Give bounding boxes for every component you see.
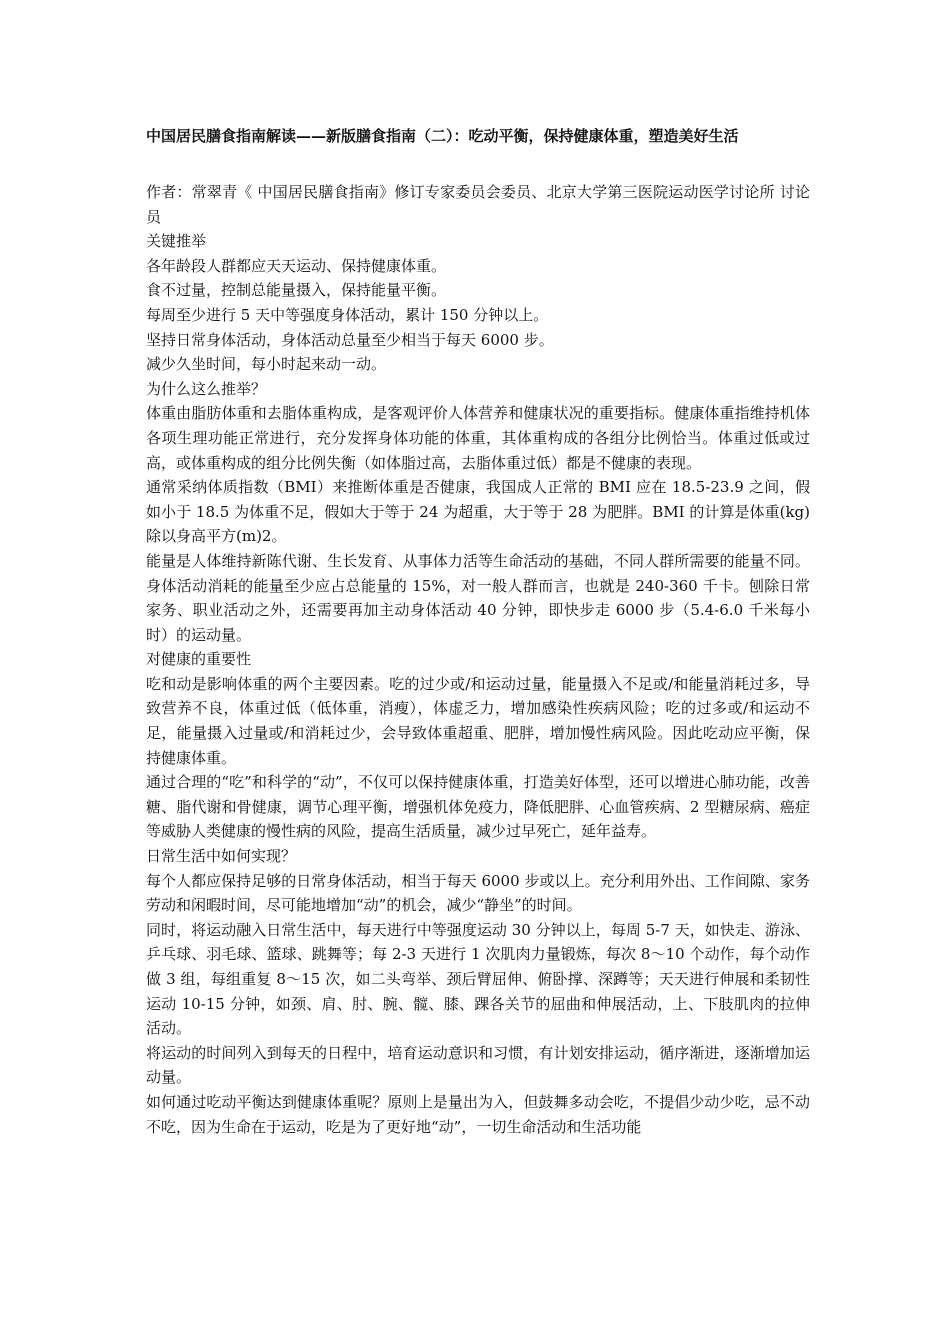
body-paragraph: 通常采纳体质指数（BMI）来推断体重是否健康，我国成人正常的 BMI 应在 18.5-23.9 之间，假如小于 18.5 为体重不足，假如大于等于 24 为超重，大于等于 28 为肥胖。BMI 的计算是体重(kg)除以身高平方(m)2。 <box>146 478 810 546</box>
title-spacer <box>146 148 810 180</box>
section-heading-key: 关键推举 <box>146 232 207 251</box>
body-paragraph: 通过合理的“吃”和科学的“动”，不仅可以保持健康体重，打造美好体型，还可以增进心肺功能，改善糖、脂代谢和骨健康，调节心理平衡，增强机体免疫力，降低肥胖、心血管疾病、2 型糖尿病、癌症等威胁人类健康的慢性病的风险，提高生活质量，减少过早死亡，延年益寿。 <box>146 773 810 841</box>
section-heading-health: 对健康的重要性 <box>146 650 252 669</box>
body-paragraph: 能量是人体维持新陈代谢、生长发育、从事体力活等生命活动的基础，不同人群所需要的能量不同。身体活动消耗的能量至少应占总能量的 15%，对一般人群而言，也就是 240-360 千卡。刨除日常家务、职业活动之外，还需要再加主动身体活动 40 分钟，即快步走 6000 步（5.4-6.0 千米每小时）的运动量。 <box>146 551 810 644</box>
body-paragraph: 如何通过吃动平衡达到健康体重呢？原则上是量出为入，但鼓舞多动会吃，不提倡少动少吃，忌不动不吃，因为生命在于运动，吃是为了更好地“动”，一切生命活动和生活功能 <box>146 1092 810 1136</box>
body-paragraph: 体重由脂肪体重和去脂体重构成，是客观评价人体营养和健康状况的重要指标。健康体重指维持机体各项生理功能正常进行，充分发挥身体功能的体重，其体重构成的各组分比例恰当。体重过低或过高，或体重构成的组分比例失衡（如体脂过高，去脂体重过低）都是不健康的表现。 <box>146 404 810 472</box>
key-point: 坚持日常身体活动，身体活动总量至少相当于每天 6000 步。 <box>146 330 554 349</box>
key-point: 每周至少进行 5 天中等强度身体活动，累计 150 分钟以上。 <box>146 305 549 324</box>
article-title: 中国居民膳食指南解读——新版膳食指南（二）：吃动平衡，保持健康体重，塑造美好生活 <box>146 127 739 145</box>
body-paragraph: 同时，将运动融入日常生活中，每天进行中等强度运动 30 分钟以上，每周 5-7 天，如快走、游泳、乒乓球、羽毛球、篮球、跳舞等；每 2-3 天进行 1 次肌肉力量锻炼，每次 8～10 个动作，每个动作做 3 组，每组重复 8～15 次，如二头弯举、颈后臂屈伸、俯卧撑、深蹲等；天天进行伸展和柔韧性运动 10-15 分钟，如颈、肩、肘、腕、髋、膝、踝各关节的屈曲和伸展活动，上、下肢肌肉的拉伸活动。 <box>146 920 810 1038</box>
document-page <box>146 124 810 1139</box>
key-point: 各年龄段人群都应天天运动、保持健康体重。 <box>146 256 447 275</box>
section-heading-why: 为什么这么推举？ <box>146 379 267 398</box>
section-heading-how: 日常生活中如何实现？ <box>146 847 297 866</box>
key-point: 减少久坐时间，每小时起来动一动。 <box>146 355 387 374</box>
body-paragraph: 每个人都应保持足够的日常身体活动，相当于每天 6000 步或以上。充分利用外出、工作间隙、家务劳动和闲暇时间，尽可能地增加“动”的机会，减少“静坐”的时间。 <box>146 871 810 915</box>
author-line: 作者：常翠青《 中国居民膳食指南》修订专家委员会委员、北京大学第三医院运动医学讨论所 讨论员 <box>146 183 810 226</box>
body-paragraph: 吃和动是影响体重的两个主要因素。吃的过少或/和运动过量，能量摄入不足或/和能量消耗过多，导致营养不良，体重过低（低体重，消瘦），体虚乏力，增加感染性疾病风险；吃的过多或/和运动不足，能量摄入过量或/和消耗过少，会导致体重超重、肥胖，增加慢性病风险。因此吃动应平衡，保持健康体重。 <box>146 674 810 767</box>
key-point: 食不过量，控制总能量摄入，保持能量平衡。 <box>146 281 447 300</box>
body-paragraph: 将运动的时间列入到每天的日程中，培育运动意识和习惯，有计划安排运动，循序渐进，逐渐增加运动量。 <box>146 1043 810 1087</box>
